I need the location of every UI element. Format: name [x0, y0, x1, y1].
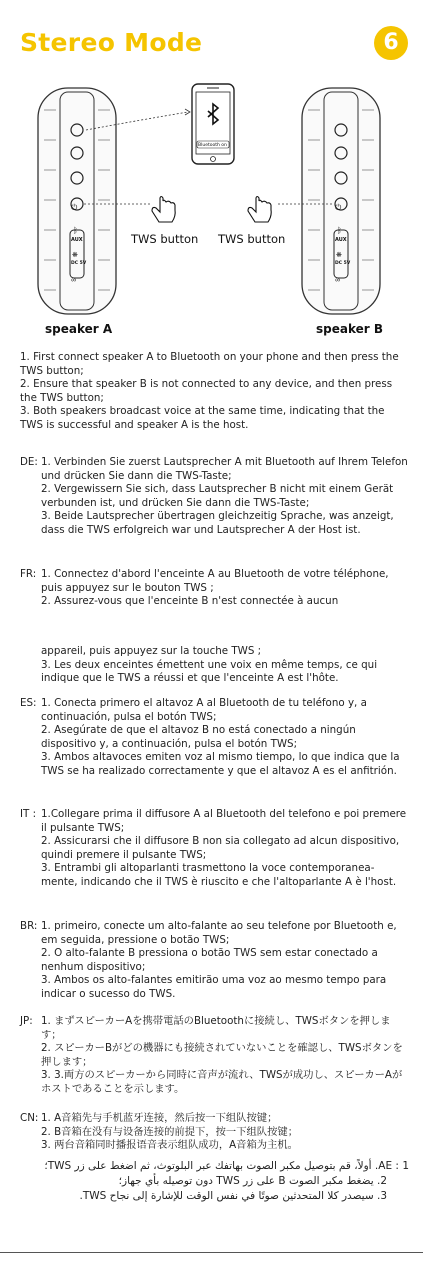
step-badge: 6	[374, 26, 408, 60]
it-line-3: 3. Entrambi gli altoparlanti trasmettono la voce contemporanea-mente, indicando che il TWS è riuscito e che l'altoparlante A è l'host.	[41, 862, 397, 888]
fr-line-2-cont: appareil, puis appuyez sur la touche TWS ;	[41, 645, 262, 657]
lang-code-ae: AE :	[378, 1160, 399, 1172]
it-line-1: 1.Collegare prima il diffusore A al Bluetooth del telefono e poi premere il pulsante TWS;	[41, 808, 407, 834]
lang-code-es: ES:	[20, 697, 37, 709]
speaker-a-label: speaker A	[45, 322, 113, 336]
section-br	[20, 920, 409, 1002]
instruction-en-2: 2. Ensure that speaker B is not connected to any device, and then press the TWS button;	[20, 378, 393, 404]
it-line-2: 2. Assicurarsi che il diffusore B non sia collegato ad alcun dispositivo, quindi premere il pulsante TWS;	[41, 835, 400, 861]
fr-line-3: 3. Les deux enceintes émettent une voix en même temps, ce qui indique que le TWS a réussi et que l'enceinte A est l'hôte.	[41, 658, 378, 685]
ae-line-2: 2. يضغط مكبر الصوت B على زر TWS دون توصيله بأي جهاز؛	[118, 1175, 387, 1187]
es-line-2: 2. Asegúrate de que el altavoz B no está conectado a ningún dispositivo y, a continuación, pulsa el botón TWS;	[41, 724, 356, 750]
port-aux-label-b: AUX	[335, 237, 347, 243]
lang-code-br: BR:	[20, 920, 38, 932]
lang-code-jp: JP:	[20, 1015, 33, 1027]
section-es	[20, 697, 409, 779]
bottom-divider	[0, 1252, 423, 1253]
ae-line-3: 3. سيصدر كلا المتحدثين صوتًا في نفس الوقت للإشارة إلى نجاح TWS.	[79, 1190, 387, 1202]
jp-line-3: 3. 3.両方のスピーカーから同時に音声が流れ、TWSが成功し、スピーカーAがホストであることを示します。	[41, 1069, 403, 1095]
jp-line-1: 1. まずスピーカーAを携帯電話のBluetoothに接続し、TWSボタンを押します；	[41, 1015, 391, 1041]
tws-button-label-left: TWS button	[131, 232, 199, 246]
es-line-1: 1. Conecta primero el altavoz A al Bluetooth de tu teléfono y, a continuación, pulsa el botón TWS;	[41, 697, 367, 723]
section-ae	[20, 1159, 409, 1204]
cn-line-1: 1. A音箱先与手机蓝牙连接，然后按一下组队按键；	[41, 1112, 278, 1124]
instruction-en-1: 1. First connect speaker A to Bluetooth on your phone and then press the TWS button;	[20, 351, 399, 377]
power-icon: ⏻	[71, 203, 78, 212]
link-icon: ∞	[335, 277, 340, 284]
br-line-1: 1. primeiro, conecte um alto-falante ao seu telefone por Bluetooth e, em seguida, pressione o botão TWS;	[41, 920, 397, 946]
cn-line-2: 2. B音箱在没有与设备连接的前提下，按一下组队按键；	[41, 1125, 298, 1138]
hand-press-left-icon	[152, 197, 175, 223]
section-it	[20, 808, 409, 890]
phone-caption: Bluetooth on	[198, 143, 227, 148]
section-fr-cont	[20, 645, 409, 686]
bluetooth-icon: ᛒ	[73, 226, 78, 235]
cn-line-3: 3. 两台音箱同时播报语音表示组队成功，A音箱为主机。	[41, 1139, 298, 1152]
stereo-diagram	[0, 80, 423, 345]
tws-icon: ❋	[72, 252, 78, 259]
speaker-a-illustration	[38, 88, 116, 314]
tws-button-label-right: TWS button	[218, 232, 286, 246]
es-line-3: 3. Ambos altavoces emiten voz al mismo tiempo, lo que indica que la TWS se ha realizado correctamente y que el altavoz A es el anfitrión.	[41, 751, 400, 777]
link-icon: ∞	[71, 277, 76, 284]
diagram-svg	[0, 80, 423, 345]
phone-illustration	[192, 84, 234, 164]
lang-code-fr: FR:	[20, 568, 37, 580]
fr-line-1: 1. Connectez d'abord l'enceinte A au Bluetooth de votre téléphone, puis appuyez sur le bouton TWS ;	[41, 568, 389, 594]
section-de	[20, 456, 409, 538]
speaker-b-label: speaker B	[316, 322, 384, 336]
hand-press-right-icon	[248, 197, 271, 223]
port-dc-label-a: DC 5V	[71, 261, 87, 266]
br-line-3: 3. Ambos os alto-falantes emitirão uma voz ao mesmo tempo para indicar o sucesso do TWS.	[41, 974, 387, 1000]
instructions-en	[20, 351, 409, 433]
section-jp	[20, 1015, 409, 1097]
power-icon: ⏻	[335, 203, 342, 212]
de-line-1: 1. Verbinden Sie zuerst Lautsprecher A mit Bluetooth auf Ihrem Telefon und drücken Sie dann die TWS-Taste;	[41, 456, 408, 482]
tws-icon: ❋	[336, 252, 342, 259]
port-aux-label-a: AUX	[71, 237, 83, 243]
section-fr	[20, 568, 409, 609]
de-line-3: 3. Beide Lautsprecher übertragen gleichzeitig Sprache, was anzeigt, dass die TWS erfolgreich war und Lautsprecher A der Host ist.	[41, 510, 394, 536]
lang-code-de: DE:	[20, 456, 38, 468]
br-line-2: 2. O alto-falante B pressiona o botão TWS sem estar conectado a nenhum dispositivo;	[41, 947, 378, 973]
bluetooth-icon: ᛒ	[337, 226, 342, 235]
instruction-en-3: 3. Both speakers broadcast voice at the same time, indicating that the TWS is successful and speaker A is the host.	[20, 405, 385, 431]
ae-line-1: AE : 1. أولاً، قم بتوصيل مكبر الصوت بهاتفك عبر البلوتوث، ثم اضغط على زر TWS؛	[44, 1160, 409, 1172]
lang-code-cn: CN:	[20, 1112, 39, 1124]
de-line-2: 2. Vergewissern Sie sich, dass Lautsprecher B nicht mit einem Gerät verbunden ist, und drücken Sie dann die TWS-Taste;	[41, 483, 394, 509]
section-cn	[20, 1112, 409, 1153]
lang-code-it: IT :	[20, 808, 37, 820]
page-title: Stereo Mode	[20, 28, 203, 57]
speaker-b-illustration	[302, 88, 380, 314]
fr-line-2: 2. Assurez-vous que l'enceinte B n'est connectée à aucun	[41, 595, 339, 608]
jp-line-2: 2. スピーカーBがどの機器にも接続されていないことを確認し、TWSボタンを押します；	[41, 1042, 403, 1068]
port-dc-label-b: DC 5V	[335, 261, 351, 266]
